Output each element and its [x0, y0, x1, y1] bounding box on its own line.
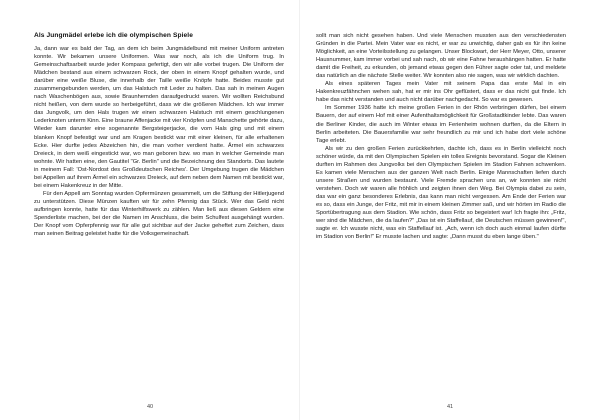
chapter-title: Als Jungmädel erlebe ich die olympischen Spiele [34, 32, 193, 39]
right-page-body [316, 32, 566, 241]
page-number: 40 [146, 404, 154, 410]
right-page [300, 0, 600, 420]
paragraph: sollt man sich nicht gesehen haben. Und viele Menschen mussten aus den verschiedensten Gründen in die Partei. Mein Vater war es nicht, er war zu unwichtig, daher gab es für ihn keine Möglichkeit, an eine Vorteilsstellung zu gelangen. Unser Blockwart, der Herr Meyer, Otto, unserer Hausnummer, kam immer vorbei und sah nach, ob wir eine Fahne heraushängen hatten. Er hatte damit die Freiheit, zu erkunden, ob jemand etwas gegen den Führer sagte oder tat, und meldete das natürlich an die nächste Stelle weiter. Wir konnten also nie sagen, was wir wirklich dachten. [316, 33, 566, 80]
paragraph: Als eines späteren Tages mein Vater mit seinem Papa das erste Mal in ein Hakenkreuzfähnchen wehen sah, hat er mir ins Ohr geflüstert, dass er das nicht gut finde. Ich habe das nicht verstanden und auch nicht darüber nachgedacht. So war es gewesen. [316, 81, 566, 104]
paragraph: Für den Appell am Sonntag wurden Opfermünzen gesammelt, um die Stiftung der Hitlerjugend zu unterstützen. Diese Münzen kauften wir für zehn Pfennig das Stück. Wer das Geld nicht aufbringen konnte, hatte für das Winterhilfswerk zu zählen. Man ließ aus diesen Geldern eine Spenderliste machen, bei der die Namen im Anschluss, die beim Schulfest ausgehängt wurden. Der Knopf vom Opferpfennig war für alle gut sichtbar auf der Jacke geheftet zum Zeichen, dass man seinen Beitrag geleistet hatte für die Volksgemeinschaft. [34, 190, 284, 238]
paragraph: Als wir zu den großen Ferien zurückkehrten, dachte ich, dass es in Berlin vielleicht noch schöner würde, da mit den Olympischen Spielen ein tolles Ereignis bevorstand. Sogar die Kleinen durften im Rahmen des Jungvolks bei den Olympischen Spielen im Stadion Fahnen schwenken. Es kamen viele Menschen aus der ganzen Welt nach Berlin. Einige Mannschaften liefen durch unsere Straßen und wurden bestaunt. Viele Fremde sprachen uns an, wir konnten sie nicht verstehen. Doch wir waren alle fröhlich und zeigten ihnen den Weg. Bei Olympia dabei zu sein, das war ein ganz besonderes Erlebnis, das kann man nicht vergessen. Am Ende der Ferien war es so, dass ein Junge, der Fritz, mit mir in einem kleinen Zimmer saß, und wir hörten im Radio die Sportübertragung aus dem Stadion. Wie schön, dass Fritz so begeistert war! Ich fragte ihn: „Fritz, wer sind die Mädchen, die da laufen?" „Das ist ein Staffellauf, die Deutschen müssen gewinnen!", sagte er. Ich wusste nicht, was ein Staffellauf ist. „Ach, wenn ich doch auch einmal laufen dürfte im Stadion von Berlin!" Er musste lachen und sagte: „Dann musst du eben lange üben." [316, 145, 566, 241]
paragraph: Ja, dann war es bald der Tag, an dem ich beim Jungmädelbund mit meiner Uniform antreten konnte. Wir bekamen unsere Uniformen. Was war noch, als ich die Uniform trug. In Gemeinschaftsarbeit wurde jeder Kompass gefertigt, den wir alle vorbei trugen. Die Uniform der Mädchen bestand aus einem schwarzen Rock, der oben in einem Knopf gehalten wurde, und darüber eine weiße Bluse, die innerhalb der Taille weiße Knöpfe hatte. Beides musste gut zusammengebunden werden, um das Halstuch mit Leder zu halten. Das sah in meinen Augen nach Waschenbögen aus, sowie Braunhemden daraufgedruckt waren. Wir wollten Reichsbund nicht heißen, von dem wurde so herbeigeführt, dass wir die größeren Mädchen. Ich war immer das Jungvolk, um den Hals trugen wir einen schwarzen Halstuch mit einem geschlungenen Lederknoten unterm Kinn. Eine braune Affenjacke mit vier Knöpfen und Manschette gehörte dazu, Wieder kam darunter eine sogenannte Bergsteigerjacke, die vom Hals ging und mit einem blanken Knopf befestigt war und am Kragen bestickt war mit einer kleinen, für alle erhaltenen Ecke. Hier durfte jedes Abzeichen hin, die man vorher verdient hatte. Ärmel ein schwarzes Dreieck, in dem weiß eingestickt war, wo man geboren bzw. wo man in welcher Gemeinde man wohnte. Wir hatten eine, den Gautitel "Gr. Berlin" und die Bezeichnung des Standorts. Das lautete in meinem Fall: 'Ost-Nordost des Großdeutschen Reiches'. Der Umgebung trugen die Mädchen bei Appellen auf ihrem Ärmel ein schwarzes Dreieck, auf dem neben dem Namen mit bestickt war, bei einem Hakenkreuz in der Mitte. [34, 46, 284, 189]
left-page-body [34, 45, 284, 238]
page-number: 41 [446, 404, 454, 410]
paragraph: Im Sommer 1936 hatte ich meine großen Ferien in der Rhön verbringen dürfen, bei einem Bauern, der auf einem Hof mit einer Aufenthaltsmöglichkeit für Großstadtkinder lebte. Das waren die Berliner Kinder, die auch im Winter etwas im Ferienheim wohnen durften, da die Eltern in Berlin arbeiteten. Die Bauersfamilie war sehr freundlich zu mir und ich habe dort viele schöne Tage erlebt. [316, 105, 566, 144]
